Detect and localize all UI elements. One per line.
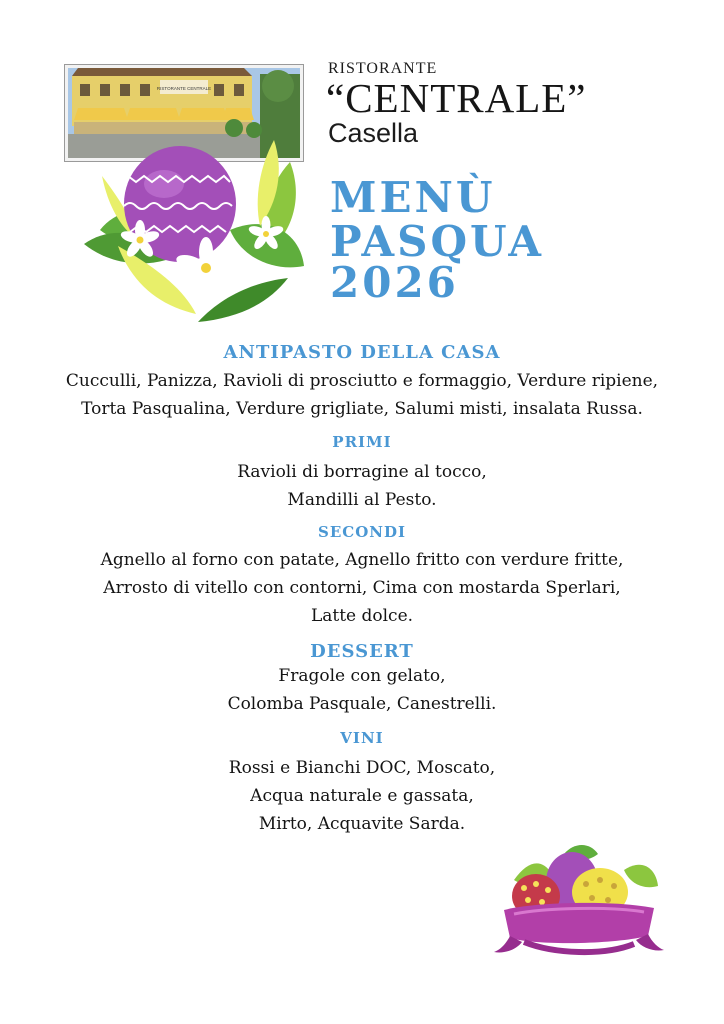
section-items-primi <box>0 458 724 514</box>
restaurant-sign: RISTORANTE CENTRALE <box>156 86 212 91</box>
restaurant-city: Casella <box>328 118 419 148</box>
section-title-antipasto: ANTIPASTO DELLA CASA <box>223 342 501 363</box>
section-items-vini <box>0 754 724 838</box>
menu-item-line: Mirto, Acquavite Sarda. <box>258 814 466 834</box>
menu-item-line: Arrosto di vitello con contorni, Cima con mostarda Sperlari, <box>103 578 621 598</box>
section-title-dessert: DESSERT <box>310 641 414 662</box>
menu-item-line: Mandilli al Pesto. <box>287 490 437 510</box>
restaurant-label: RISTORANTE <box>328 60 438 77</box>
menu-item-line: Colomba Pasquale, Canestrelli. <box>227 694 497 714</box>
easter-basket-illustration <box>494 840 664 960</box>
menu-item-line: Torta Pasqualina, Verdure grigliate, Salumi misti, insalata Russa. <box>81 399 643 419</box>
menu-title-line-2: PASQUA <box>330 217 544 266</box>
menu-item-line: Rossi e Bianchi DOC, Moscato, <box>228 758 496 778</box>
section-title-primi: PRIMI <box>332 433 392 451</box>
menu-title-line-3: 2026 <box>330 258 459 307</box>
menu-item-line: Cucculli, Panizza, Ravioli di prosciutto e formaggio, Verdure ripiene, <box>65 371 659 391</box>
restaurant-name: “CENTRALE” <box>326 75 587 121</box>
menu-title-line-1: MENÙ <box>330 173 496 222</box>
section-items-secondi <box>0 546 724 630</box>
menu-item-line: Acqua naturale e gassata, <box>250 786 474 806</box>
easter-egg-illustration <box>78 136 310 322</box>
menu-item-line: Ravioli di borragine al tocco, <box>237 462 487 482</box>
section-items-antipasto <box>0 367 724 423</box>
menu-item-line: Agnello al forno con patate, Agnello fritto con verdure fritte, <box>100 550 624 570</box>
menu-item-line: Fragole con gelato, <box>278 666 446 686</box>
menu-item-line: Latte dolce. <box>310 606 414 626</box>
section-title-vini: VINI <box>340 729 384 747</box>
section-items-dessert <box>0 662 724 718</box>
section-title-secondi: SECONDI <box>317 523 406 541</box>
